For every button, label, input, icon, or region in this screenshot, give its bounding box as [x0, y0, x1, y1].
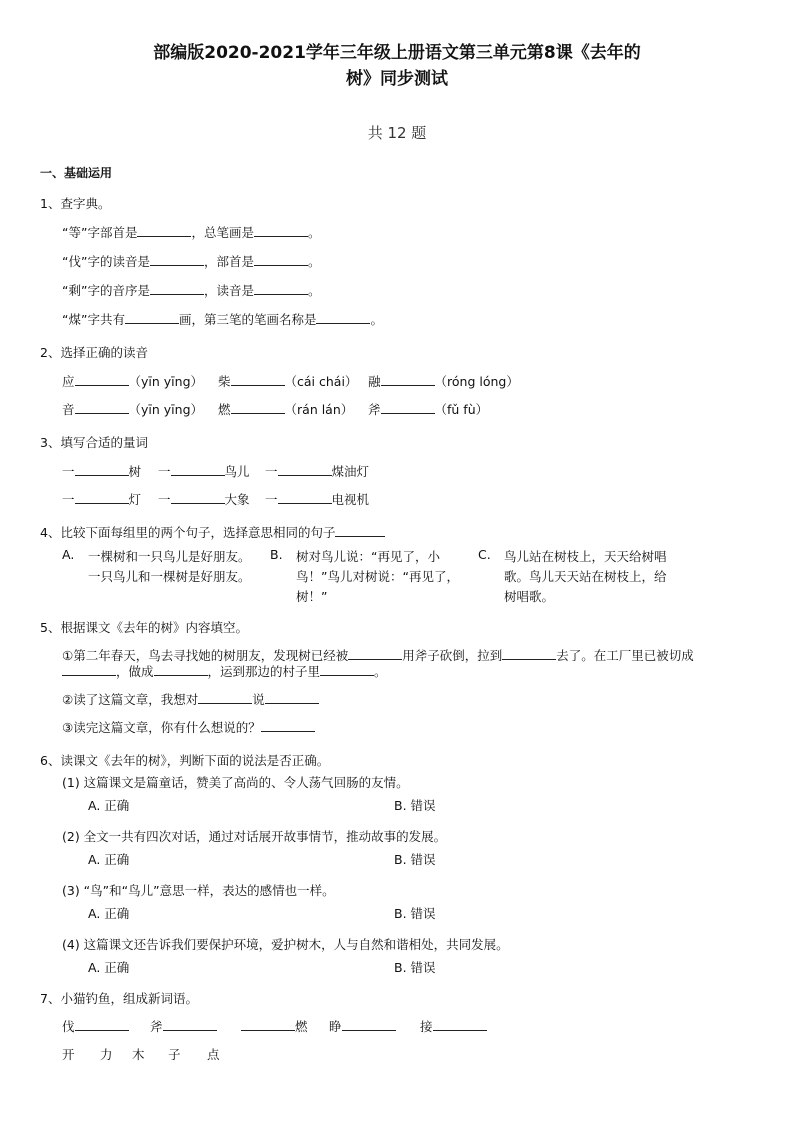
answer-blank[interactable]	[75, 400, 129, 414]
answer-blank[interactable]	[75, 372, 129, 386]
q2-item: 柴 （cái chái）	[218, 374, 358, 389]
section-heading: 一、基础运用	[40, 166, 113, 180]
answer-blank[interactable]	[254, 281, 308, 295]
answer-blank[interactable]	[278, 490, 332, 504]
q1-stem: 1、查字典。	[40, 196, 111, 211]
q2-item: 燃 （rán lán）	[218, 402, 354, 417]
answer-blank[interactable]	[265, 690, 319, 704]
q3-item: 一 煤油灯	[265, 464, 370, 479]
answer-blank[interactable]	[198, 690, 252, 704]
q5-line-2: ，做成 ，运到那边的村子里 。	[62, 662, 387, 680]
q7-word: 接	[420, 1017, 487, 1035]
q1-line-2: “伐”字的读音是 ，部首是 。	[62, 254, 321, 269]
q6-item-text: (3) “鸟”和“鸟儿”意思一样，表达的感情也一样。	[62, 883, 335, 898]
answer-blank[interactable]	[231, 372, 285, 386]
option-b-line: 树对鸟儿说：“再见了，小	[296, 549, 440, 564]
q3-item: 一 大象	[158, 492, 250, 507]
q5-line-1: ①第二年春天，鸟去寻找她的树朋友，发现树已经被 用斧子砍倒，拉到 去了。在工厂里已被切成	[62, 648, 694, 663]
q6-stem: 6、读课文《去年的树》，判断下面的说法是否正确。	[40, 753, 330, 768]
doc-title-line1: 部编版2020-2021学年三年级上册语文第三单元第8课《去年的	[153, 43, 641, 63]
option-c-line: 鸟儿站在树枝上，天天给树唱	[504, 549, 667, 564]
q7-char: 点	[207, 1047, 220, 1062]
q2-item: 音 （yīn yīng）	[62, 402, 204, 417]
answer-blank[interactable]	[150, 281, 204, 295]
option-wrong[interactable]: B. 错误	[394, 960, 436, 975]
answer-blank[interactable]	[62, 662, 116, 676]
doc-title-line2: 树》同步测试	[346, 69, 448, 89]
answer-blank[interactable]	[335, 523, 385, 537]
answer-blank[interactable]	[261, 718, 315, 732]
option-a-line: 一棵树和一只鸟儿是好朋友。	[88, 549, 251, 564]
q7-word: 燃	[241, 1017, 308, 1035]
option-correct[interactable]: A. 正确	[88, 960, 130, 975]
option-wrong[interactable]: B. 错误	[394, 906, 436, 921]
answer-blank[interactable]	[75, 490, 129, 504]
answer-blank[interactable]	[381, 400, 435, 414]
q7-char: 木	[132, 1047, 145, 1062]
q6-item-text: (1) 这篇课文是篇童话，赞美了高尚的、令人荡气回肠的友情。	[62, 775, 409, 790]
option-wrong[interactable]: B. 错误	[394, 798, 436, 813]
answer-blank[interactable]	[433, 1017, 487, 1031]
option-correct[interactable]: A. 正确	[88, 852, 130, 867]
q1-line-1: “等”字部首是 ，总笔画是 。	[62, 225, 321, 240]
q5-stem: 5、根据课文《去年的树》内容填空。	[40, 620, 248, 635]
option-wrong[interactable]: B. 错误	[394, 852, 436, 867]
answer-blank[interactable]	[254, 223, 308, 237]
answer-blank[interactable]	[502, 646, 556, 660]
answer-blank[interactable]	[278, 462, 332, 476]
answer-blank[interactable]	[254, 252, 308, 266]
answer-blank[interactable]	[75, 1017, 129, 1031]
q4-stem: 4、比较下面每组里的两个句子，选择意思相同的句子	[40, 523, 385, 541]
answer-blank[interactable]	[171, 462, 225, 476]
q3-item: 一 电视机	[265, 492, 370, 507]
q7-word: 斧	[150, 1017, 217, 1035]
answer-blank[interactable]	[154, 662, 208, 676]
q6-item-text: (2) 全文一共有四次对话，通过对话展开故事情节，推动故事的发展。	[62, 829, 447, 844]
option-c-line: 树唱歌。	[504, 589, 555, 604]
question-count: 共 12 题	[367, 124, 427, 142]
option-c-label[interactable]: C.	[478, 547, 491, 562]
q5-line-3: ②读了这篇文章，我想对 说	[62, 690, 319, 708]
q7-char: 子	[168, 1047, 181, 1062]
answer-blank[interactable]	[348, 646, 402, 660]
answer-blank[interactable]	[316, 310, 370, 324]
answer-blank[interactable]	[163, 1017, 217, 1031]
option-c-line: 歌。鸟儿天天站在树枝上，给	[504, 569, 667, 584]
q1-line-3: “剩”字的音序是 ，读音是 。	[62, 283, 321, 298]
answer-blank[interactable]	[75, 462, 129, 476]
answer-blank[interactable]	[342, 1017, 396, 1031]
answer-blank[interactable]	[381, 372, 435, 386]
answer-blank[interactable]	[320, 662, 374, 676]
q3-item: 一 鸟儿	[158, 464, 250, 479]
q2-stem: 2、选择正确的读音	[40, 345, 148, 360]
q3-item: 一 灯	[62, 492, 142, 507]
answer-blank[interactable]	[241, 1017, 295, 1031]
q3-stem: 3、填写合适的量词	[40, 435, 148, 450]
answer-blank[interactable]	[231, 400, 285, 414]
q6-item-text: (4) 这篇课文还告诉我们要保护环境，爱护树木，人与自然和谐相处，共同发展。	[62, 937, 509, 952]
q1-line-4: “煤”字共有 画，第三笔的笔画名称是 。	[62, 312, 383, 327]
q7-stem: 7、小猫钓鱼，组成新词语。	[40, 991, 198, 1006]
q7-word: 伐	[62, 1017, 129, 1035]
option-a-label[interactable]: A.	[62, 547, 75, 562]
q2-item: 斧 （fǔ fù）	[368, 402, 489, 417]
option-b-label[interactable]: B.	[270, 547, 283, 562]
q2-item: 应 （yīn yīng）	[62, 374, 204, 389]
option-correct[interactable]: A. 正确	[88, 906, 130, 921]
answer-blank[interactable]	[125, 310, 179, 324]
q2-item: 融 （róng lóng）	[368, 374, 519, 389]
option-correct[interactable]: A. 正确	[88, 798, 130, 813]
q3-item: 一 树	[62, 464, 142, 479]
answer-blank[interactable]	[171, 490, 225, 504]
option-b-line: 树！”	[296, 589, 328, 604]
q7-word: 睁	[329, 1017, 396, 1035]
answer-blank[interactable]	[150, 252, 204, 266]
answer-blank[interactable]	[137, 223, 191, 237]
option-a-line: 一只鸟儿和一棵树是好朋友。	[88, 569, 251, 584]
q7-char: 力	[100, 1047, 113, 1062]
option-b-line: 鸟！”鸟儿对树说：“再见了，	[296, 569, 459, 584]
q5-line-4: ③读完这篇文章，你有什么想说的？	[62, 718, 315, 736]
q7-char: 开	[62, 1047, 75, 1062]
